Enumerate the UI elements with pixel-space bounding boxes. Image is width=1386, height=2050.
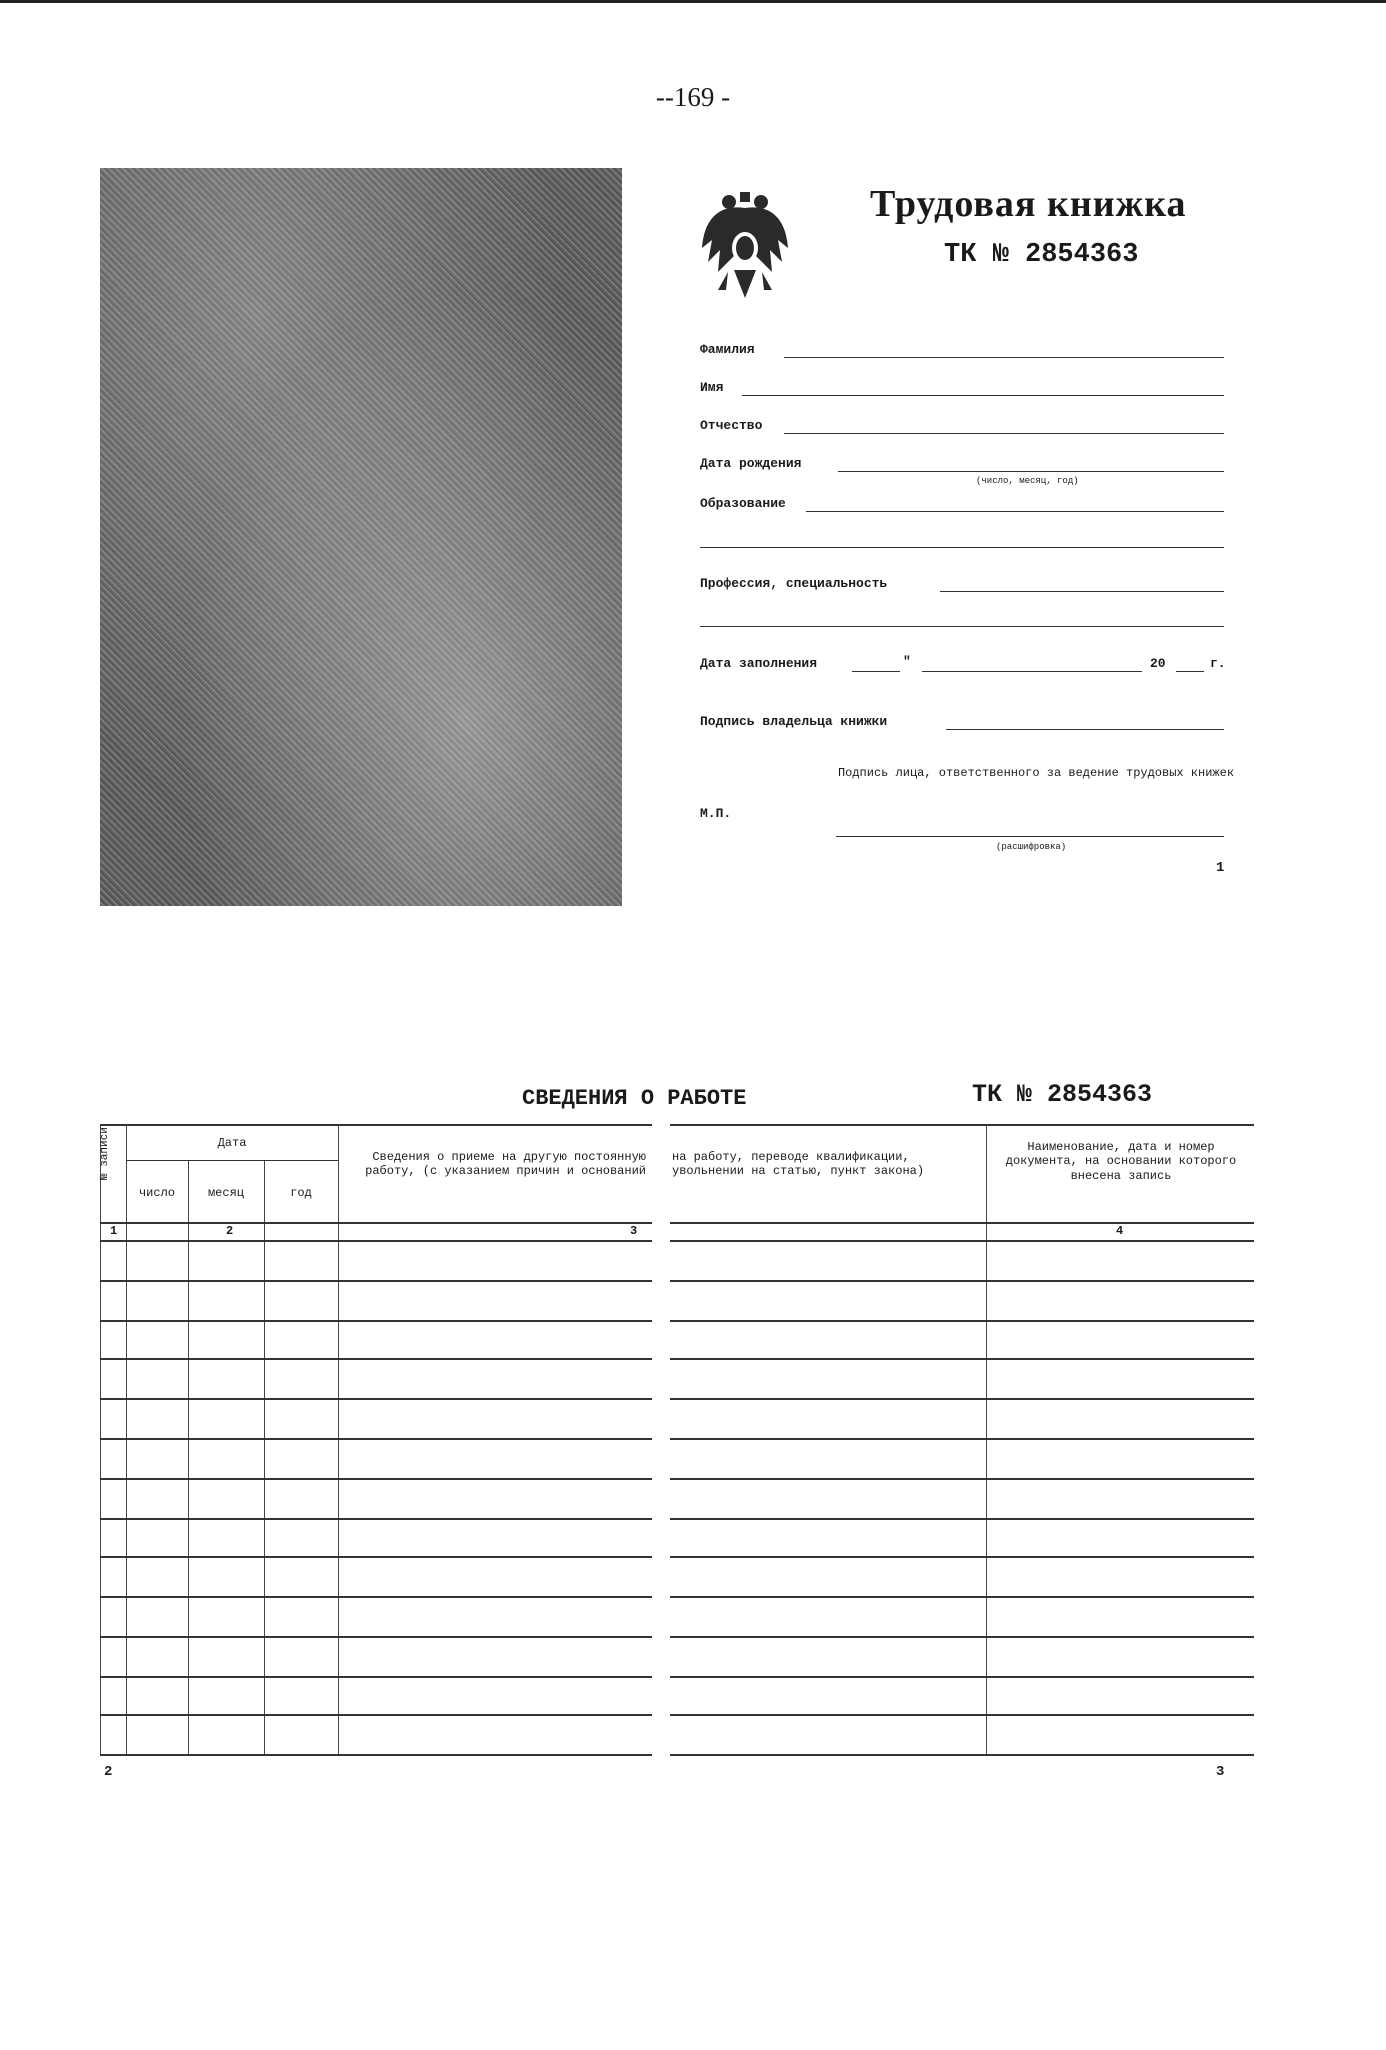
date-header: Дата — [217, 1136, 247, 1150]
table-row — [670, 1478, 1254, 1480]
birth-date-label: Дата рождения — [700, 456, 802, 471]
table-row — [100, 1596, 652, 1598]
education-line — [806, 511, 1224, 512]
cover-photo — [100, 168, 622, 906]
page-number: --169 - — [655, 82, 731, 112]
column-number-3: 3 — [630, 1224, 638, 1238]
table-row — [100, 1358, 652, 1360]
table-row — [100, 1478, 652, 1480]
owner-signature-line — [946, 729, 1224, 730]
fill-date-label: Дата заполнения — [700, 656, 818, 671]
table-row — [100, 1398, 652, 1400]
table-row — [670, 1636, 1254, 1638]
fill-date-month-line — [922, 671, 1142, 672]
name-label: Имя — [700, 380, 724, 395]
table-row — [670, 1398, 1254, 1400]
responsible-signature-line — [836, 836, 1224, 837]
record-number-header: № записи — [99, 1127, 111, 1180]
right-page-marker: 3 — [1216, 1764, 1225, 1780]
table-row — [670, 1320, 1254, 1322]
stamp-label: М.П. — [700, 806, 732, 821]
table-bottom-right — [670, 1754, 1254, 1756]
fill-date-year-suffix: г. — [1210, 656, 1226, 671]
table-row — [670, 1714, 1254, 1716]
col-divider-3 — [264, 1160, 265, 1754]
birth-date-note: (число, месяц, год) — [976, 476, 1079, 486]
column-number-2: 2 — [226, 1224, 234, 1238]
decipher-note: (расшифровка) — [996, 842, 1067, 852]
table-row — [670, 1280, 1254, 1282]
table-row — [670, 1596, 1254, 1598]
column-number-4: 4 — [1116, 1224, 1124, 1238]
year-header: год — [290, 1186, 312, 1200]
profession-line-2 — [700, 626, 1224, 627]
month-header: месяц — [207, 1186, 244, 1200]
info-header-left: Сведения о приеме на другую постоянную работу, (с указанием причин и оснований — [365, 1150, 646, 1179]
table-row — [100, 1636, 652, 1638]
table-row — [670, 1518, 1254, 1520]
records-number: ТК № 2854363 — [972, 1080, 1153, 1109]
day-header: число — [138, 1186, 175, 1200]
coat-of-arms-icon — [698, 190, 792, 302]
table-row — [670, 1358, 1254, 1360]
name-line — [742, 395, 1224, 396]
table-row — [670, 1240, 1254, 1242]
patronymic-label: Отчество — [700, 418, 763, 433]
col-divider-2 — [188, 1160, 189, 1754]
table-row — [100, 1518, 652, 1520]
table-row — [100, 1240, 652, 1242]
colnum-line-top-right — [670, 1222, 1254, 1224]
document-header: Наименование, дата и номер документа, на основании которого внесена запись — [1005, 1140, 1237, 1183]
education-line-2 — [700, 547, 1224, 548]
table-row — [100, 1676, 652, 1678]
top-rule — [0, 0, 1386, 3]
table-row — [670, 1556, 1254, 1558]
birth-date-line — [838, 471, 1224, 472]
cover-page-marker: 1 — [1216, 860, 1225, 876]
fill-date-quote: " — [903, 654, 911, 669]
colnum-line-top-left — [100, 1222, 652, 1224]
owner-signature-label: Подпись владельца книжки — [700, 714, 888, 729]
surname-line — [784, 357, 1224, 358]
left-page-marker: 2 — [104, 1764, 113, 1780]
table-row — [670, 1438, 1254, 1440]
patronymic-line — [784, 433, 1224, 434]
fill-date-day-line — [852, 671, 900, 672]
document-number: ТК № 2854363 — [944, 240, 1139, 270]
profession-line — [940, 591, 1224, 592]
table-row — [100, 1320, 652, 1322]
table-top-right — [670, 1124, 1254, 1126]
column-number-1: 1 — [110, 1224, 118, 1238]
table-row — [670, 1676, 1254, 1678]
table-top-left — [100, 1124, 652, 1126]
table-row — [100, 1556, 652, 1558]
profession-label: Профессия, специальность — [700, 576, 888, 591]
table-row — [100, 1714, 652, 1716]
records-title: СВЕДЕНИЯ О РАБОТЕ — [522, 1086, 747, 1111]
fill-date-year-prefix: 20 — [1150, 656, 1166, 671]
table-row — [100, 1438, 652, 1440]
table-bottom-left — [100, 1754, 652, 1756]
education-label: Образование — [700, 496, 786, 511]
table-row — [100, 1280, 652, 1282]
info-header-right: на работу, переводе квалификации, увольнении на статью, пункт закона) — [672, 1150, 925, 1179]
date-subheader-line — [126, 1160, 338, 1161]
surname-label: Фамилия — [700, 342, 755, 357]
document-title: Трудовая книжка — [870, 183, 1187, 225]
fill-date-year-line — [1176, 671, 1204, 672]
responsible-signature-caption: Подпись лица, ответственного за ведение трудовых книжек — [837, 766, 1235, 780]
